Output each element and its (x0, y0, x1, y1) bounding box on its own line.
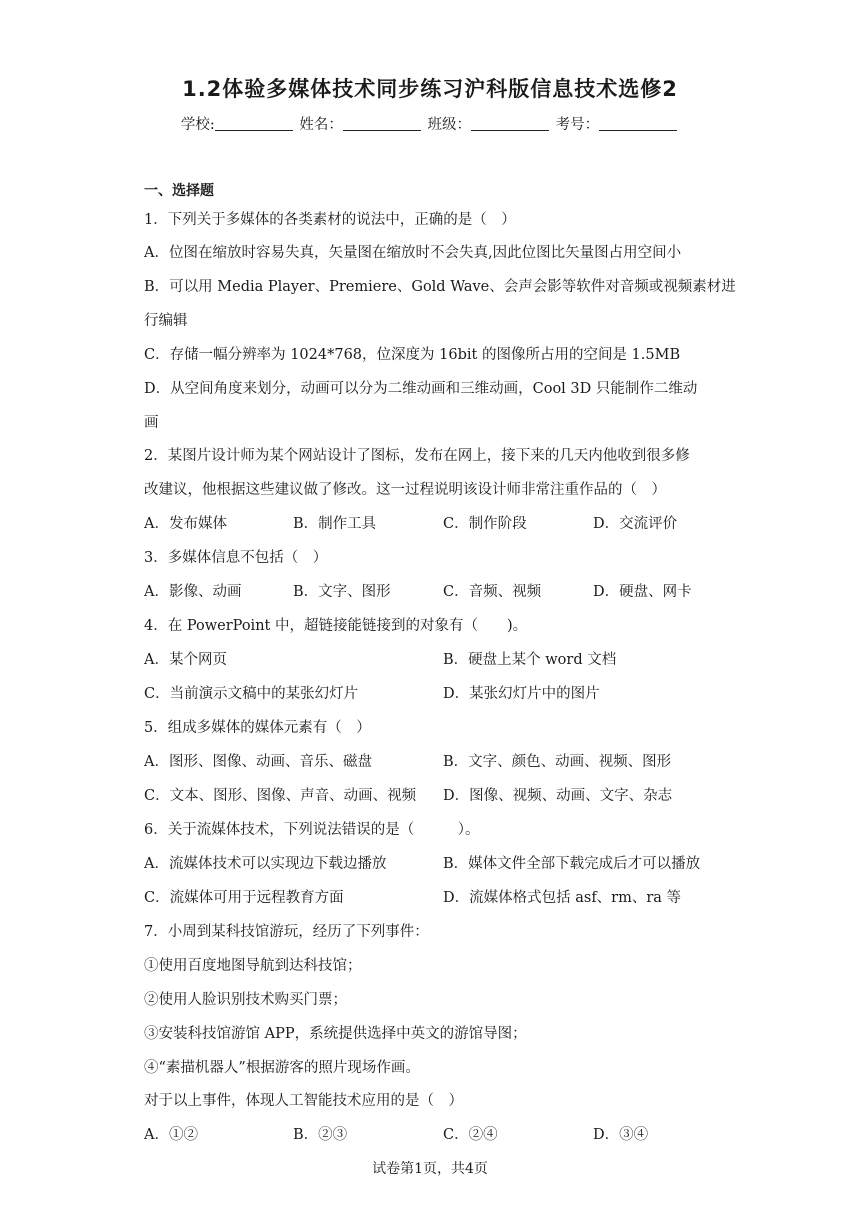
question-1-option-b: B．可以用 Media Player、Premiere、Gold Wave、会声会影等软件对音频或视频素材进 (144, 279, 736, 295)
exam-number-label: 考号： (555, 117, 600, 133)
question-2-stem: 2．某图片设计师为某个网站设计了图标，发布在网上，接下来的几天内他收到很多修 (144, 448, 690, 464)
question-4-option-c: C．当前演示文稿中的某张幻灯片 (144, 686, 359, 702)
question-3-option-b: B．文字、图形 (293, 584, 391, 600)
school-blank[interactable] (215, 115, 293, 131)
question-7-event-2: ②使用人脸识别技术购买门票； (144, 992, 347, 1008)
page-footer: 试卷第1页，共4页 (372, 1161, 488, 1177)
question-7-stem: 7．小周到某科技馆游玩，经历了下列事件： (144, 924, 429, 940)
name-blank[interactable] (343, 115, 421, 131)
question-7-event-3: ③安装科技馆游馆 APP，系统提供选择中英文的游馆导图； (144, 1026, 527, 1042)
question-1-stem: 1．下列关于多媒体的各类素材的说法中，正确的是（ ） (144, 212, 516, 228)
question-5-option-d: D．图像、视频、动画、文字、杂志 (443, 788, 673, 804)
question-1-option-c: C．存储一幅分辨率为 1024*768，位深度为 16bit 的图像所占用的空间是 1.5MB (144, 347, 681, 363)
section-title: 一、选择题 (144, 183, 214, 199)
question-2-option-a: A．发布媒体 (144, 516, 227, 532)
question-5-option-b: B．文字、颜色、动画、视频、图形 (443, 754, 672, 770)
question-7-event-1: ①使用百度地图导航到达科技馆； (144, 958, 362, 974)
question-5-option-c: C．文本、图形、图像、声音、动画、视频 (144, 788, 417, 804)
question-1-option-d-cont: 画 (144, 415, 159, 431)
question-4-option-d: D．某张幻灯片中的图片 (443, 686, 600, 702)
question-3-option-d: D．硬盘、网卡 (593, 584, 692, 600)
school-label: 学校: (180, 117, 215, 133)
question-7-option-b: B．②③ (293, 1127, 348, 1143)
question-6-option-b: B．媒体文件全部下载完成后才可以播放 (443, 856, 701, 872)
question-7-option-c: C．②④ (443, 1127, 498, 1143)
question-3-option-a: A．影像、动画 (144, 584, 242, 600)
question-2-option-d: D．交流评价 (593, 516, 678, 532)
question-5-option-a: A．图形、图像、动画、音乐、磁盘 (144, 754, 372, 770)
class-label: 班级： (427, 117, 471, 133)
question-1-option-a: A．位图在缩放时容易失真，矢量图在缩放时不会失真,因此位图比矢量图占用空间小 (144, 245, 682, 261)
question-7-option-a: A．①② (144, 1127, 198, 1143)
question-7-option-d: D．③④ (593, 1127, 649, 1143)
exam-number-blank[interactable] (599, 115, 677, 131)
question-2-option-b: B．制作工具 (293, 516, 377, 532)
question-4-option-a: A．某个网页 (144, 652, 227, 668)
name-label: 姓名： (299, 117, 343, 133)
class-blank[interactable] (471, 115, 549, 131)
question-2-option-c: C．制作阶段 (443, 516, 527, 532)
question-6-option-c: C．流媒体可用于远程教育方面 (144, 890, 344, 906)
question-6-option-d: D．流媒体格式包括 asf、rm、ra 等 (443, 890, 682, 906)
page-title: 1.2体验多媒体技术同步练习沪科版信息技术选修2 (182, 77, 678, 101)
question-3-option-c: C．音频、视频 (443, 584, 542, 600)
question-6-option-a: A．流媒体技术可以实现边下载边播放 (144, 856, 387, 872)
question-2-stem-cont: 改建议，他根据这些建议做了修改。这一过程说明该设计师非常注重作品的（ ） (144, 482, 666, 498)
question-6-stem: 6．关于流媒体技术，下列说法错误的是（ ）。 (144, 822, 480, 838)
question-4-option-b: B．硬盘上某个 word 文档 (443, 652, 617, 668)
question-7-event-4: ④“素描机器人”根据游客的照片现场作画。 (144, 1060, 420, 1076)
question-1-option-b-cont: 行编辑 (144, 313, 188, 329)
question-3-stem: 3．多媒体信息不包括（ ） (144, 550, 328, 566)
question-4-stem: 4．在 PowerPoint 中，超链接能链接到的对象有（ )。 (144, 618, 528, 634)
question-5-stem: 5．组成多媒体的媒体元素有（ ） (144, 720, 371, 736)
question-7-ask: 对于以上事件，体现人工智能技术应用的是（ ） (144, 1093, 463, 1109)
student-info-line (0, 113, 860, 134)
question-1-option-d: D．从空间角度来划分，动画可以分为二维动画和三维动画，Cool 3D 只能制作二维动 (144, 381, 698, 397)
